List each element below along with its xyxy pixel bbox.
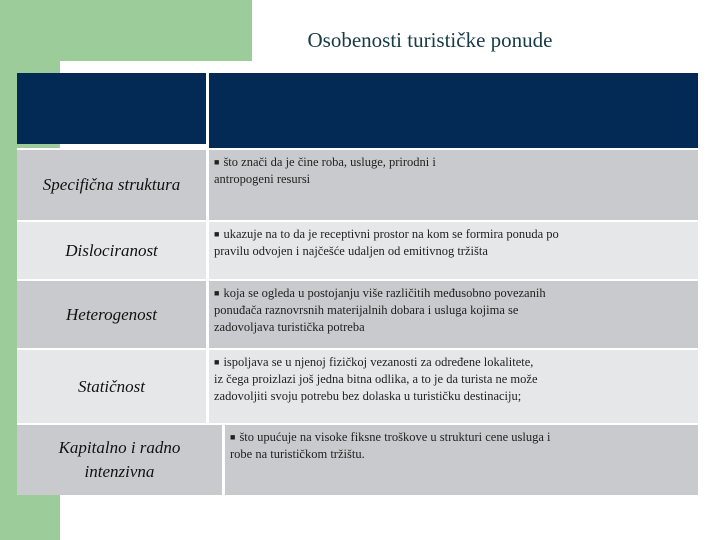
bullet-icon: ■ xyxy=(214,229,220,239)
desc-cell xyxy=(209,150,698,220)
desc-text: što upućuje na visoke fiksne troškove u strukturi cene usluga i robe na turističkom tržištu. xyxy=(230,430,551,461)
table-row xyxy=(17,279,698,348)
desc-cell xyxy=(209,281,698,348)
desc-text: ukazuje na to da je receptivni prostor na kom se formira ponuda po pravilu odvojen i najčešće udaljen od emitivnog tržišta xyxy=(214,227,559,258)
term-cell: Kapitalno i radno intenzivna xyxy=(17,425,222,495)
desc-text: što znači da je čine roba, usluge, prirodni i antropogeni resursi xyxy=(214,155,436,186)
slide-title: Osobenosti turističke ponude xyxy=(307,28,553,52)
table-row xyxy=(17,348,698,423)
bullet-icon: ■ xyxy=(230,432,236,442)
term-cell: Dislociranost xyxy=(17,222,206,279)
table-row xyxy=(17,423,698,495)
bullet-icon: ■ xyxy=(214,157,220,167)
desc-cell xyxy=(225,425,698,495)
bullet-icon: ■ xyxy=(214,357,220,367)
header-cell xyxy=(209,73,698,148)
bullet-icon: ■ xyxy=(214,288,220,298)
header-cell xyxy=(17,73,206,144)
desc-cell xyxy=(209,350,698,423)
term-cell: Statičnost xyxy=(17,350,206,423)
features-table xyxy=(17,73,698,495)
table-header xyxy=(17,73,698,148)
table-row xyxy=(17,220,698,279)
desc-text: ispoljava se u njenoj fizičkoj vezanosti za određene lokalitete, iz čega proizlazi još jedna bitna odlika, a to je da turista ne može zadovoljiti svoju potrebu bez dolaska u turističku destinaciju; xyxy=(214,355,538,403)
desc-cell xyxy=(209,222,698,279)
table-row xyxy=(17,148,698,220)
term-cell: Specifična struktura xyxy=(17,150,206,220)
desc-text: koja se ogleda u postojanju više različitih međusobno povezanih ponuđača raznovrsnih materijalnih dobara i usluga kojima se zadovoljava turistička potreba xyxy=(214,286,546,334)
term-cell: Heterogenost xyxy=(17,281,206,348)
